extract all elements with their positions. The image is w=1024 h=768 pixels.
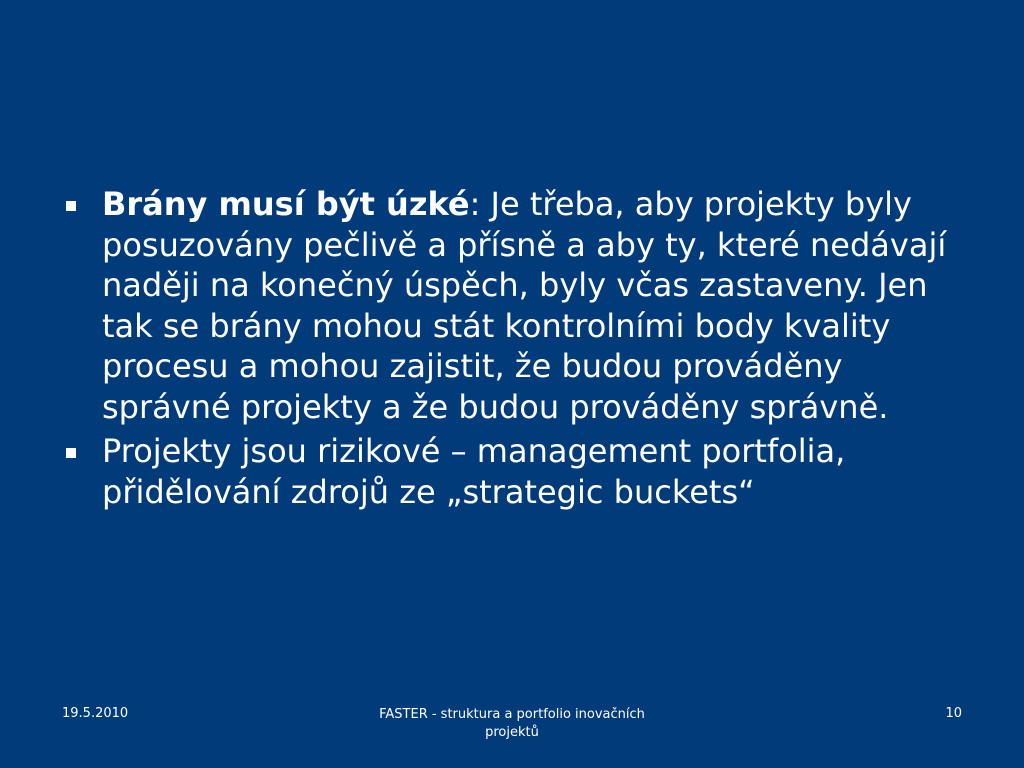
square-bullet-icon xyxy=(66,448,76,458)
bullet-text: : Je třeba, aby projekty byly posuzovány pečlivě a přísně a aby ty, které nedávají naději na konečný úspěch, byly včas zastaveny. Jen tak se brány mohou stát kontrolními body kvality procesu a mohou zajistit, že budou prováděny správné projekty a že budou prováděny správně. xyxy=(102,185,947,426)
bullet-bold-heading: Brány musí být úzké xyxy=(102,185,470,223)
footer-date: 19.5.2010 xyxy=(62,706,129,721)
page-number: 10 xyxy=(945,706,962,721)
bullet-item xyxy=(62,184,972,427)
bullet-text: Projekty jsou rizikové – management portfolia, přidělování zdrojů ze „strategic buckets“ xyxy=(102,432,846,511)
square-bullet-icon xyxy=(66,201,76,211)
bullet-item xyxy=(62,431,972,512)
slide-footer xyxy=(0,698,1024,768)
footer-title-line1: FASTER - struktura a portfolio inovačních xyxy=(379,707,645,722)
footer-title-line2: projektů xyxy=(485,725,539,740)
footer-title xyxy=(352,706,672,742)
bullet-list xyxy=(62,184,972,516)
